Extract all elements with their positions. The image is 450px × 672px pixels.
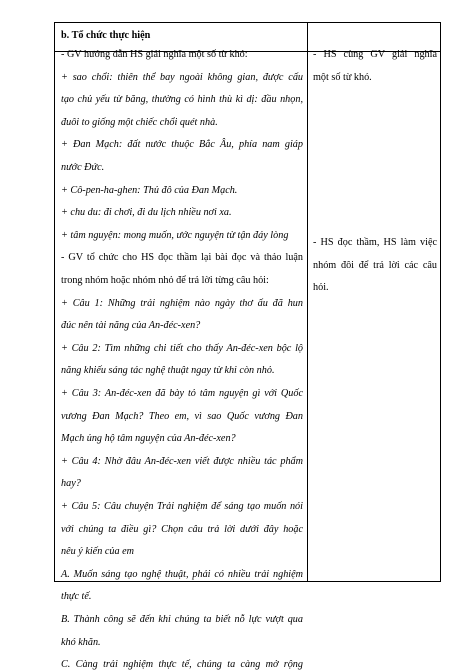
student-activity-line: nhóm đôi để trả lời các câu — [313, 259, 437, 271]
teacher-activity-line: khó khăn. — [61, 636, 101, 648]
teacher-activity-line: A. Muốn sáng tạo nghệ thuật, phải có nhiều trải nghiệm — [61, 568, 303, 580]
teacher-activity-line: nêu ý kiến của em — [61, 546, 134, 558]
teacher-activity-line: + tâm nguyện: mong muốn, ước nguyện từ tận đáy lòng — [61, 229, 289, 241]
teacher-activity-line: Mạch ủng hộ tâm nguyện của An-đéc-xen? — [61, 433, 236, 445]
teacher-activity-line: hay? — [61, 478, 81, 490]
teacher-activity-line: trong nhóm hoặc nhóm nhỏ để trả lời từng câu hỏi: — [61, 275, 269, 286]
teacher-activity-line: C. Càng trải nghiệm thực tế, chúng ta càng mở rộng — [61, 659, 303, 671]
teacher-activity-line: - GV tổ chức cho HS đọc thầm lại bài đọc và thảo luận — [61, 252, 303, 264]
teacher-activity-line: nước Đức. — [61, 162, 105, 173]
teacher-activity-line: + Cô-pen-ha-ghen: Thủ đô của Đan Mạch. — [61, 184, 238, 196]
student-activity-line: một số từ khó. — [313, 71, 372, 83]
teacher-activity-line: + Câu 1: Những trải nghiệm nào ngày thơ ấu đã hun — [61, 297, 303, 309]
teacher-activity-line: + Câu 2: Tìm những chi tiết cho thấy An-đéc-xen bộc lộ — [61, 342, 303, 354]
teacher-activity-line: năng khiếu sáng tác nghệ thuật ngay từ khi còn nhỏ. — [61, 365, 275, 377]
lesson-table — [54, 22, 441, 671]
teacher-activity-line: + Câu 5: Câu chuyện Trải nghiệm để sáng tạo muốn nói — [61, 501, 303, 512]
teacher-activity-line: + Câu 3: An-đéc-xen đã bày tỏ tâm nguyện gì với Quốc — [61, 388, 303, 399]
teacher-activity-line: đuôi to giống một chiếc chổi quét nhà. — [61, 116, 218, 128]
teacher-activity-line: vương Đan Mạch? Theo em, vì sao Quốc vương Đan — [61, 410, 303, 422]
section-heading: b. Tổ chức thực hiện — [61, 30, 151, 41]
teacher-activity-line: + chu du: đi chơi, đi du lịch nhiều nơi xa. — [61, 207, 232, 219]
teacher-activity-line: với chúng ta điều gì? Chọn câu trả lời dưới đây hoặc — [61, 523, 303, 535]
teacher-activity-line: + sao chổi: thiên thể bay ngoài không gian, được cấu — [61, 71, 303, 83]
column-divider — [307, 23, 308, 581]
teacher-activity-line: + Câu 4: Nhờ đâu An-đéc-xen viết được nhiều tác phẩm — [61, 455, 303, 467]
student-activity-line: - HS đọc thầm, HS làm việc — [313, 237, 437, 248]
teacher-activity-line: B. Thành công sẽ đến khi chúng ta biết nỗ lực vượt qua — [61, 614, 303, 625]
teacher-activity-line: + Đan Mạch: đất nước thuộc Bắc Âu, phía nam giáp — [61, 139, 303, 151]
teacher-activity-line: đúc nên tài năng của An-đéc-xen? — [61, 320, 201, 332]
student-activity-line: - HS cùng GV giải nghĩa — [313, 49, 437, 60]
teacher-activity-line: - GV hướng dẫn HS giải nghĩa một số từ khó: — [61, 49, 248, 60]
teacher-activity-line: thực tế. — [61, 591, 92, 603]
student-activity-line: hỏi. — [313, 282, 329, 294]
teacher-activity-line: tạo chủ yếu từ băng, thường có hình thù kì dị: đầu nhọn, — [61, 94, 303, 106]
